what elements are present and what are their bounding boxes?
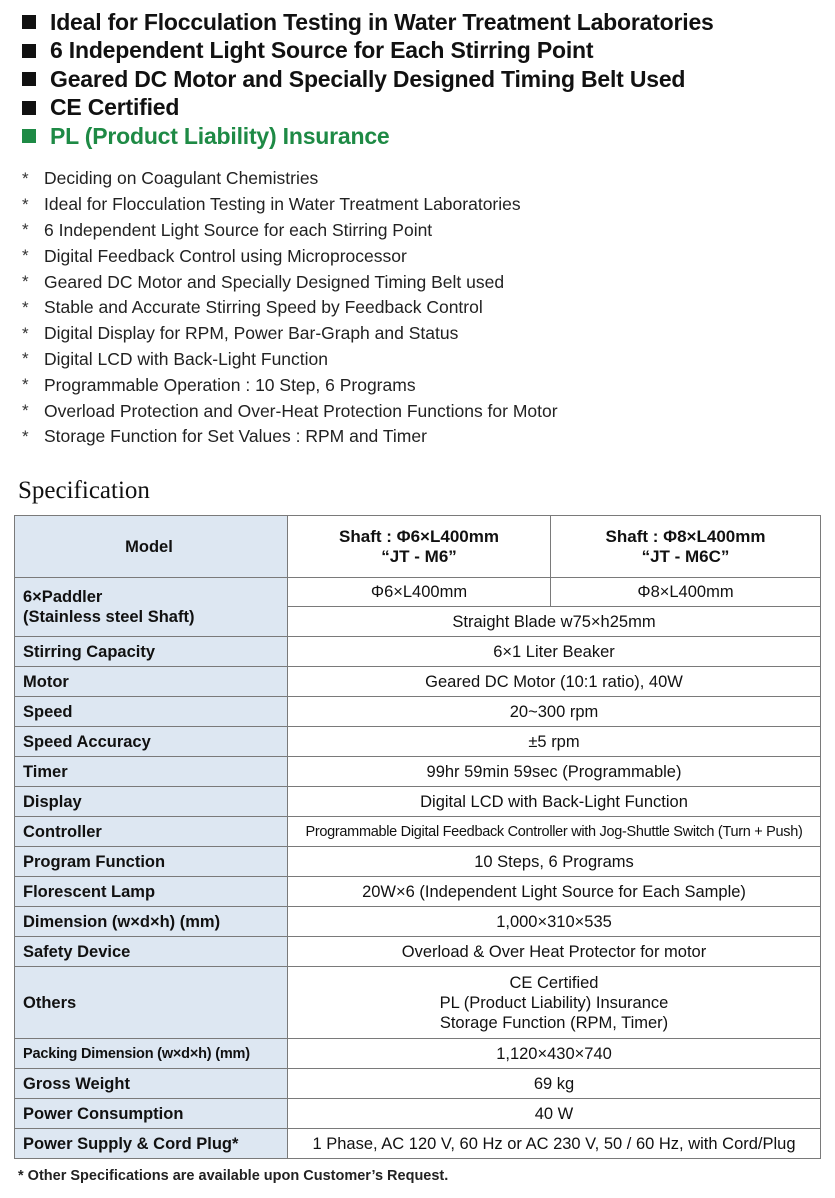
- table-row: [15, 1099, 821, 1129]
- list-item: [22, 295, 822, 321]
- feature-text: Ideal for Flocculation Testing in Water Treatment Laboratories: [50, 8, 714, 35]
- table-row: [15, 817, 821, 847]
- model-jt-m6: Shaft : Φ6×L400mm “JT - M6”: [288, 516, 551, 578]
- list-item-text: 6 Independent Light Source for each Stirring Point: [44, 219, 433, 240]
- list-item-text: Programmable Operation : 10 Step, 6 Programs: [44, 374, 416, 395]
- row-label: Speed Accuracy: [15, 727, 288, 757]
- row-value: 1,000×310×535: [288, 907, 821, 937]
- row-label: Power Consumption: [15, 1099, 288, 1129]
- model-label: Model: [15, 516, 288, 578]
- row-value: 6×1 Liter Beaker: [288, 637, 821, 667]
- list-item-text: Ideal for Flocculation Testing in Water Treatment Laboratories: [44, 194, 521, 215]
- feature-item: [22, 94, 822, 123]
- spec-table: [14, 515, 821, 1159]
- asterisk-icon: *: [22, 168, 29, 188]
- asterisk-icon: *: [22, 246, 29, 266]
- row-label: Others: [15, 967, 288, 1039]
- list-item: [22, 243, 822, 269]
- list-item-text: Overload Protection and Over-Heat Protection Functions for Motor: [44, 400, 558, 421]
- list-item-text: Digital Feedback Control using Microprocessor: [44, 245, 407, 266]
- list-item: [22, 398, 822, 424]
- square-bullet-icon: [22, 129, 36, 143]
- table-row: [15, 847, 821, 877]
- table-row: [15, 1039, 821, 1069]
- row-label: Gross Weight: [15, 1069, 288, 1099]
- table-row: [15, 697, 821, 727]
- row-value: Overload & Over Heat Protector for motor: [288, 937, 821, 967]
- square-bullet-icon: [22, 101, 36, 115]
- list-item: [22, 166, 822, 192]
- paddler-label: 6×Paddler (Stainless steel Shaft): [15, 578, 288, 637]
- asterisk-icon: *: [22, 297, 29, 317]
- paddler-m6c-cell: Φ8×L400mm: [551, 578, 821, 607]
- row-value: 20W×6 (Independent Light Source for Each Sample): [288, 877, 821, 907]
- list-item: [22, 321, 822, 347]
- asterisk-icon: *: [22, 349, 29, 369]
- row-value: Geared DC Motor (10:1 ratio), 40W: [288, 667, 821, 697]
- row-label: Safety Device: [15, 937, 288, 967]
- list-item: [22, 218, 822, 244]
- feature-list: [22, 8, 822, 151]
- row-label: Timer: [15, 757, 288, 787]
- square-bullet-icon: [22, 44, 36, 58]
- row-label: Controller: [15, 817, 288, 847]
- row-value: 1 Phase, AC 120 V, 60 Hz or AC 230 V, 50 / 60 Hz, with Cord/Plug: [288, 1129, 821, 1159]
- feature-text: CE Certified: [50, 94, 180, 121]
- bullet-list: [22, 166, 822, 450]
- row-value: 40 W: [288, 1099, 821, 1129]
- asterisk-icon: *: [22, 220, 29, 240]
- row-value: 1,120×430×740: [288, 1039, 821, 1069]
- row-value: 99hr 59min 59sec (Programmable): [288, 757, 821, 787]
- asterisk-icon: *: [22, 401, 29, 421]
- square-bullet-icon: [22, 72, 36, 86]
- row-value: 10 Steps, 6 Programs: [288, 847, 821, 877]
- paddler-blade-cell: Straight Blade w75×h25mm: [288, 607, 821, 637]
- row-value: Digital LCD with Back-Light Function: [288, 787, 821, 817]
- table-row: [15, 637, 821, 667]
- table-row: [15, 516, 821, 578]
- list-item-text: Digital Display for RPM, Power Bar-Graph and Status: [44, 323, 459, 344]
- list-item-text: Geared DC Motor and Specially Designed Timing Belt used: [44, 271, 505, 292]
- row-value: 69 kg: [288, 1069, 821, 1099]
- table-row: [15, 967, 821, 1039]
- asterisk-icon: *: [22, 426, 29, 446]
- row-label: Dimension (w×d×h) (mm): [15, 907, 288, 937]
- list-item-text: Deciding on Coagulant Chemistries: [44, 168, 319, 189]
- table-row: [15, 937, 821, 967]
- list-item: [22, 269, 822, 295]
- table-row: [15, 1069, 821, 1099]
- list-item: [22, 424, 822, 450]
- spec-heading: Specification: [18, 477, 150, 504]
- asterisk-icon: *: [22, 375, 29, 395]
- list-item: [22, 347, 822, 373]
- footnote: * Other Specifications are available upon Customer’s Request.: [18, 1168, 449, 1184]
- row-label: Packing Dimension (w×d×h) (mm): [15, 1039, 288, 1069]
- list-item: [22, 192, 822, 218]
- list-item-text: Digital LCD with Back-Light Function: [44, 348, 329, 369]
- others-value: CE Certified PL (Product Liability) Insurance Storage Function (RPM, Timer): [288, 967, 821, 1039]
- list-item-text: Storage Function for Set Values : RPM and Timer: [44, 426, 427, 447]
- table-row: [15, 727, 821, 757]
- row-value: Programmable Digital Feedback Controller with Jog-Shuttle Switch (Turn + Push): [288, 817, 821, 847]
- table-row: [15, 877, 821, 907]
- model-jt-m6c: Shaft : Φ8×L400mm “JT - M6C”: [551, 516, 821, 578]
- row-label: Stirring Capacity: [15, 637, 288, 667]
- feature-text: PL (Product Liability) Insurance: [50, 122, 390, 149]
- feature-text: 6 Independent Light Source for Each Stirring Point: [50, 37, 594, 64]
- row-label: Florescent Lamp: [15, 877, 288, 907]
- feature-item-highlight: [22, 122, 822, 151]
- table-row: [15, 1129, 821, 1159]
- asterisk-icon: *: [22, 272, 29, 292]
- table-row: [15, 787, 821, 817]
- asterisk-icon: *: [22, 194, 29, 214]
- row-label: Display: [15, 787, 288, 817]
- row-label: Motor: [15, 667, 288, 697]
- table-row: [15, 907, 821, 937]
- feature-text: Geared DC Motor and Specially Designed Timing Belt Used: [50, 65, 686, 92]
- row-value: ±5 rpm: [288, 727, 821, 757]
- feature-item: [22, 8, 822, 37]
- square-bullet-icon: [22, 15, 36, 29]
- paddler-m6-cell: Φ6×L400mm: [288, 578, 551, 607]
- list-item-text: Stable and Accurate Stirring Speed by Feedback Control: [44, 297, 483, 318]
- feature-item: [22, 37, 822, 66]
- feature-item: [22, 65, 822, 94]
- row-label: Program Function: [15, 847, 288, 877]
- row-label: Speed: [15, 697, 288, 727]
- row-label: Power Supply & Cord Plug*: [15, 1129, 288, 1159]
- table-row: [15, 667, 821, 697]
- table-row: [15, 578, 821, 607]
- row-value: 20~300 rpm: [288, 697, 821, 727]
- table-row: [15, 757, 821, 787]
- list-item: [22, 372, 822, 398]
- asterisk-icon: *: [22, 323, 29, 343]
